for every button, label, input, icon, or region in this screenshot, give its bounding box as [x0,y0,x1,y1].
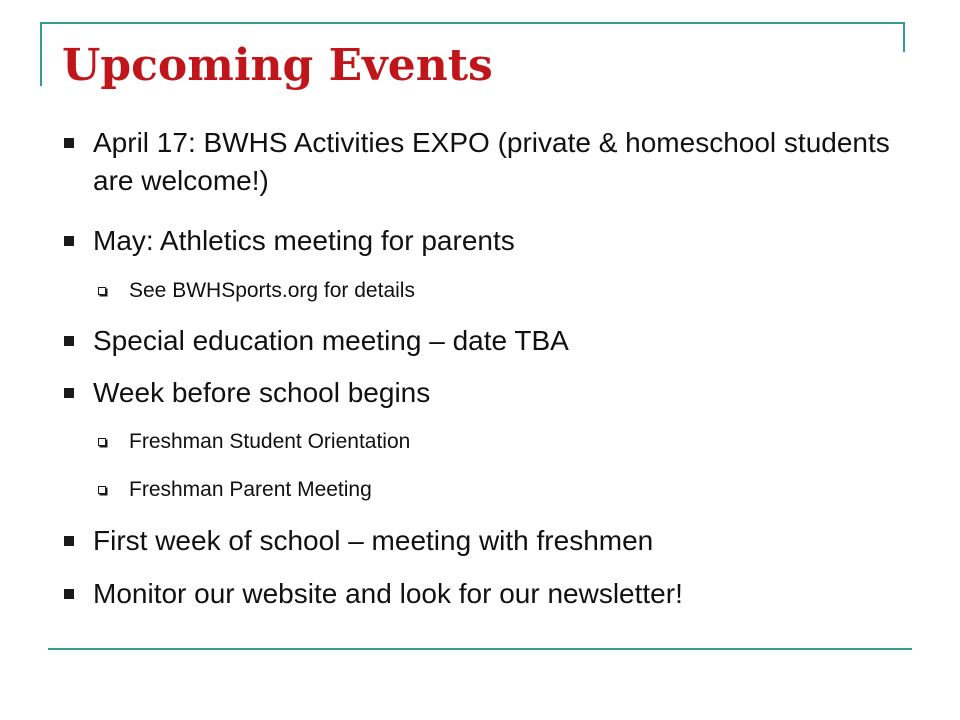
slide-title: Upcoming Events [62,40,493,91]
filled-square-icon [64,336,74,346]
bullet-text: April 17: BWHS Activities EXPO (private & homeschool students are welcome!) [93,127,890,196]
sub-bullet-text: Freshman Parent Meeting [129,478,372,501]
sub-bullet-item [98,278,898,304]
bullet-item [64,322,904,360]
bullet-item [64,222,904,260]
filled-square-icon [64,236,74,246]
filled-square-icon [64,138,74,148]
left-rule [40,22,42,86]
bottom-rule [48,648,912,650]
sub-bullet-text: Freshman Student Orientation [129,430,411,453]
filled-square-icon [64,536,74,546]
hollow-square-icon [98,486,106,494]
filled-square-icon [64,388,74,398]
filled-square-icon [64,589,74,599]
bullet-item [64,374,904,412]
right-rule [903,22,905,52]
bullet-item [64,522,904,560]
bullet-text: Special education meeting – date TBA [93,325,569,356]
hollow-square-icon [98,438,106,446]
top-rule [40,22,904,24]
sub-bullet-item [98,429,898,455]
bullet-text: First week of school – meeting with freshmen [93,525,654,556]
sub-bullet-text: See BWHSports.org for details [129,279,415,302]
bullet-item [64,124,904,200]
hollow-square-icon [98,287,106,295]
sub-bullet-item [98,477,898,503]
bullet-text: Monitor our website and look for our newsletter! [93,578,683,609]
bullet-text: May: Athletics meeting for parents [93,225,515,256]
bullet-item [64,575,904,613]
bullet-text: Week before school begins [93,377,431,408]
